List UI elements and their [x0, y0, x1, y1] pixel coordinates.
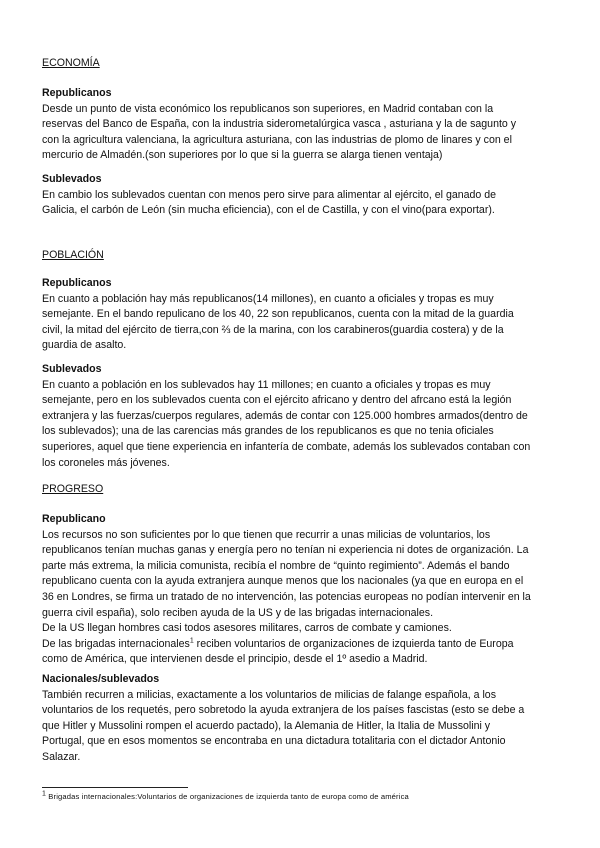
subheading-sublevados: Sublevados: [42, 173, 102, 185]
subheading-republicano: Republicano: [42, 513, 106, 525]
subheading-republicanos: Republicanos: [42, 87, 112, 99]
footnote-reference[interactable]: 1: [189, 637, 194, 645]
progreso-nacionales: [42, 672, 562, 766]
economia-republicanos: [42, 86, 562, 164]
paragraph: En cuanto a población en los sublevados hay 11 millones; en cuanto a oficiales y tropas es muy semejante, pero en los sublevados cuenta con el ejército africano y dentro del afrcano está la legión extranjera y las fuerzas/cuerpos regulares, además de contar con 125.000 hombres armados(dentro de los sublevados); una de las carencias más grandes de los republicanos es que no tenia oficiales superiores, aquel que tiene experiencia en infantería de combate, además los sublevados contaban con los coroneles más jóvenes.: [42, 378, 531, 469]
paragraph: También recurren a milicias, exactamente a los voluntarios de milicias de falange española, a los voluntarios de los requetés, pero sobretodo la ayuda extranjera de los países fascistas (esto se debe a que Hitler y Mussolini rompen el acuerdo pactado), la Alemania de Hitler, la Italia de Mussolini y Portugal, que en esos momentos se encontraba en una dictadura totalitaria con el dictador Antonio Salazar.: [42, 688, 525, 763]
section-title-progreso: PROGRESO: [42, 483, 104, 495]
footnote-text: Brigadas internacionales:Voluntarios de organizaciones de izquierda tanto de europa como de américa: [46, 792, 409, 801]
paragraph: Desde un punto de vista económico los republicanos son superiores, en Madrid contaban con la reservas del Banco de España, con la industria siderometalúrgica vasca , asturiana y la de sagunto y con la agricultura valenciana, la agricultura asturiana, con las industrias de plomo de linares y con el mercurio de Almadén.(son superiores por lo que si la guerra se alarga tienen ventaja): [42, 102, 517, 162]
subheading-sublevados: Sublevados: [42, 363, 102, 375]
footnote: [42, 792, 409, 802]
text-run: De las brigadas internacionales: [42, 637, 190, 650]
text-run: reciben voluntarios de organizaciones de izquierda tanto de Europa como de América, que intervienen desde el principio, desde el 1º asedio a Madrid.: [42, 637, 514, 666]
paragraph-brigadas: [42, 637, 562, 668]
poblacion-republicanos: [42, 276, 562, 354]
economia-sublevados: [42, 172, 562, 219]
footnote-mark: 1: [42, 790, 47, 798]
section-title-economia: ECONOMÍA: [42, 57, 100, 69]
footnote-divider: [42, 787, 188, 788]
section-title-poblacion: POBLACIÓN: [42, 249, 104, 261]
poblacion-sublevados: [42, 362, 562, 471]
paragraph: En cambio los sublevados cuentan con menos pero sirve para alimentar al ejército, el ganado de Galicia, el carbón de León (sin mucha eficiencia), con el de Castilla, y con el vino(para exportar).: [42, 188, 497, 217]
subheading-republicanos: Republicanos: [42, 277, 112, 289]
paragraph: Los recursos no son suficientes por lo que tienen que recurrir a unas milicias de voluntarios, los republicanos tenían muchas ganas y energía pero no tenían ni experiencia ni dotes de organización. La parte más extrema, la milicia comunista, recibía el nombre de “quinto regimiento”. Además el bando republicano cuenta con la ayuda extranjera aunque menos que los nacionales (ya que en europa en el 36 en Londres, se firma un tratado de no intervención, las potencias europeas no podían intervenir en la guerra civil españa), solo reciben ayuda de la US y de las brigadas internacionales. De la US llegan hombres casi todos asesores militares, carros de combate y camiones.: [42, 528, 531, 635]
subheading-nacionales: Nacionales/sublevados: [42, 673, 160, 685]
progreso-republicano: [42, 512, 562, 668]
paragraph: En cuanto a población hay más republicanos(14 millones), en cuanto a oficiales y tropas es muy semejante. En el bando repulicano de los 40, 22 son republicanos, cuenta con la mitad de la guardia civil, la mitad del ejército de tierra,con ⅔ de la marina, con los carabineros(guardia costera) y de la guardia de asalto.: [42, 292, 514, 352]
